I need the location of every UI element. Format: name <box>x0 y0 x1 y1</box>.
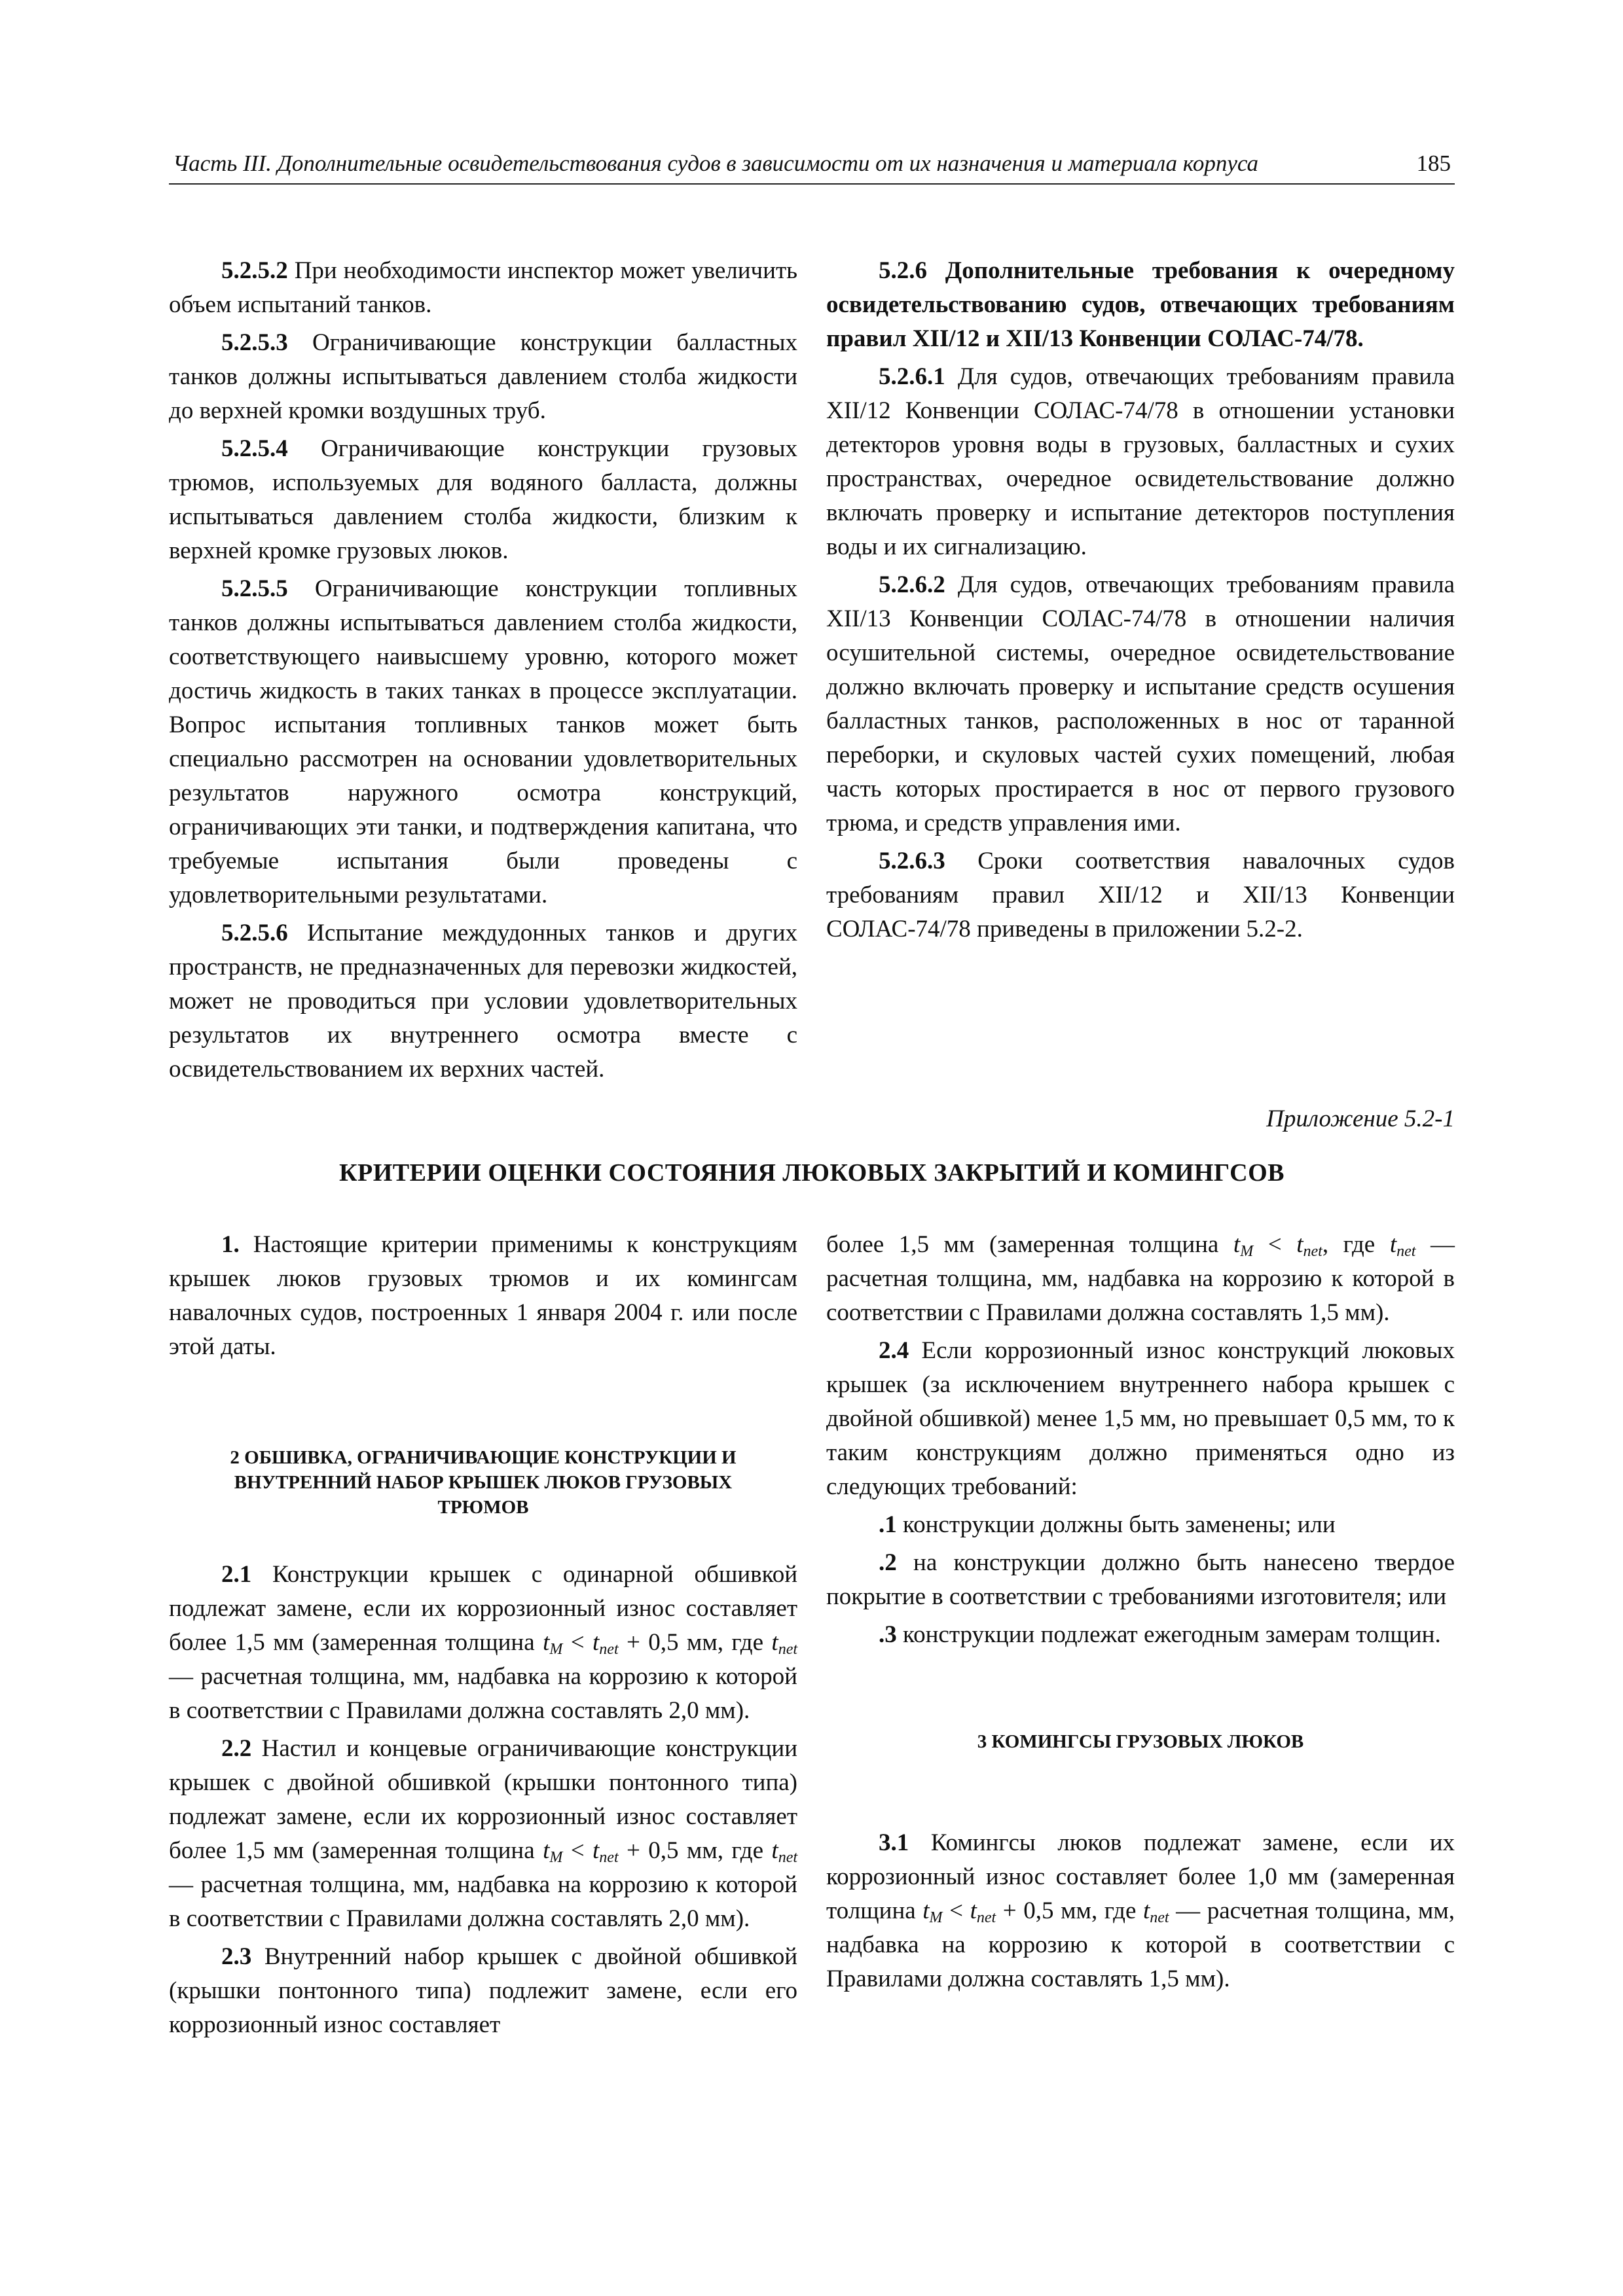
paragraph-5-2-5-3: 5.2.5.3 Ограничивающие конструкции балластных танков должны испытываться давлением столба жидкости до верхней кромки воздушных труб. <box>169 329 797 424</box>
section-5-2-6-heading: 5.2.6 Дополнительные требования к очередному освидетельствованию судов, отвечающих требованиям правил XII/12 и XII/13 Конвенции СОЛАС-74/78. <box>826 257 1455 352</box>
header-title: Часть III. Дополнительные освидетельствования судов в зависимости от их назначения и материала корпуса <box>173 151 1258 176</box>
running-header <box>169 145 1455 185</box>
paragraph-5-2-5-4: 5.2.5.4 Ограничивающие конструкции грузовых трюмов, используемых для водяного балласта, должны испытываться давлением столба жидкости, близким к верхней кромке грузовых люков. <box>169 435 797 564</box>
appendix-label: Приложение 5.2-1 <box>1266 1105 1455 1132</box>
option-1: .1 конструкции должны быть заменены; или <box>879 1511 1336 1538</box>
option-2: .2 на конструкции должно быть нанесено твердое покрытие в соответствии с требованиями изготовителя; или <box>826 1549 1455 1610</box>
criterion-3-1: 3.1 Комингсы люков подлежат замене, если их коррозионный износ составляет более 1,0 мм (замеренная толщина $t_M < t_{net} + 0,5$ мм, где $t_{net}$ — расчетная толщина, мм, надбавка на коррозию к которой в соответствии с Правилами должна составлять 1,5 мм). <box>826 1829 1455 1992</box>
paragraph-5-2-6-1: 5.2.6.1 Для судов, отвечающих требованиям правила XII/12 Конвенции СОЛАС-74/78 в отношении установки детекторов уровня воды в грузовых, балластных и сухих пространствах, очередное освидетельствование должно включать проверку и испытание детекторов поступления воды и их сигнализацию. <box>826 363 1455 560</box>
option-3: .3 конструкции подлежат ежегодным замерам толщин. <box>879 1621 1441 1648</box>
paragraph-5-2-6-3: 5.2.6.3 Сроки соответствия навалочных судов требованиям правил XII/12 и XII/13 Конвенции СОЛАС-74/78 приведены в приложении 5.2-2. <box>826 848 1455 942</box>
section-3-heading: 3 КОМИНГСЫ ГРУЗОВЫХ ЛЮКОВ <box>977 1731 1304 1752</box>
right-column-top <box>826 254 1455 950</box>
paragraph-5-2-5-2: 5.2.5.2 При необходимости инспектор может увеличить объем испытаний танков. <box>169 257 797 318</box>
left-column-bottom <box>169 1228 797 2046</box>
criterion-1: 1. Настоящие критерии применимы к конструкциям крышек люков грузовых трюмов и их комингсам навалочных судов, построенных 1 января 2004 г. или после этой даты. <box>169 1231 797 1360</box>
paragraph-5-2-5-5: 5.2.5.5 Ограничивающие конструкции топливных танков должны испытываться давлением столба жидкости, соответствующего наивысшему уровню, которого может достичь жидкость в таких танках в процессе эксплуатации. Вопрос испытания топливных танков может быть специально рассмотрен на основании удовлетворительных результатов наружного осмотра конструкций, ограничивающих эти танки, и подтверждения капитана, что требуемые испытания были проведены с удовлетворительными результатами. <box>169 575 797 908</box>
page-number: 185 <box>1416 151 1451 176</box>
paragraph-5-2-6-2: 5.2.6.2 Для судов, отвечающих требованиям правила XII/13 Конвенции СОЛАС-74/78 в отношении наличия осушительной системы, очередное освидетельствование должно включать проверку и испытание средств осушения балластных танков, расположенных в нос от таранной переборки, и скуловых частей сухих помещений, любая часть которых простирается в нос от первого грузового трюма, и средств управления ими. <box>826 571 1455 836</box>
criterion-2-2: 2.2 Настил и концевые ограничивающие конструкции крышек с двойной обшивкой (крышки понтонного типа) подлежат замене, если их коррозионный износ составляет более 1,5 мм (замеренная толщина $t_M < t_{net} + 0,5$ мм, где $t_{net}$ — расчетная толщина, мм, надбавка на коррозию к которой в соответствии с Правилами должна составлять 2,0 мм). <box>169 1735 798 1932</box>
criterion-2-4: 2.4 Если коррозионный износ конструкций люковых крышек (за исключением внутреннего набора крышек с двойной обшивкой) менее 1,5 мм, но превышает 0,5 мм, то к таким конструкциям должно применяться одно из следующих требований: <box>826 1337 1455 1500</box>
criterion-2-3-continued: более 1,5 мм (замеренная толщина $t_M < t_{net}$, где $t_{net}$ — расчетная толщина, мм, надбавка на коррозию к которой в соответствии с Правилами должна составлять 1,5 мм). <box>826 1231 1455 1326</box>
left-column-top <box>169 254 797 1090</box>
criterion-2-1: 2.1 Конструкции крышек с одинарной обшивкой подлежат замене, если их коррозионный износ составляет более 1,5 мм (замеренная толщина $t_M < t_{net} + 0,5$ мм, где $t_{net}$ — расчетная толщина, мм, надбавка на коррозию к которой в соответствии с Правилами должна составлять 2,0 мм). <box>169 1561 798 1724</box>
right-column-bottom <box>826 1228 1455 2000</box>
section-2-heading: 2 ОБШИВКА, ОГРАНИЧИВАЮЩИЕ КОНСТРУКЦИИ И ВНУТРЕННИЙ НАБОР КРЫШЕК ЛЮКОВ ГРУЗОВЫХ ТРЮМОВ <box>230 1447 737 1518</box>
main-title: КРИТЕРИИ ОЦЕНКИ СОСТОЯНИЯ ЛЮКОВЫХ ЗАКРЫТИЙ И КОМИНГСОВ <box>338 1159 1285 1187</box>
criterion-2-3: 2.3 Внутренний набор крышек с двойной обшивкой (крышки понтонного типа) подлежит замене, если его коррозионный износ составляет <box>169 1943 797 2038</box>
paragraph-5-2-5-6: 5.2.5.6 Испытание междудонных танков и других пространств, не предназначенных для перевозки жидкостей, может не проводиться при условии удовлетворительных результатов их внутреннего осмотра вместе с освидетельствованием их верхних частей. <box>169 920 797 1083</box>
